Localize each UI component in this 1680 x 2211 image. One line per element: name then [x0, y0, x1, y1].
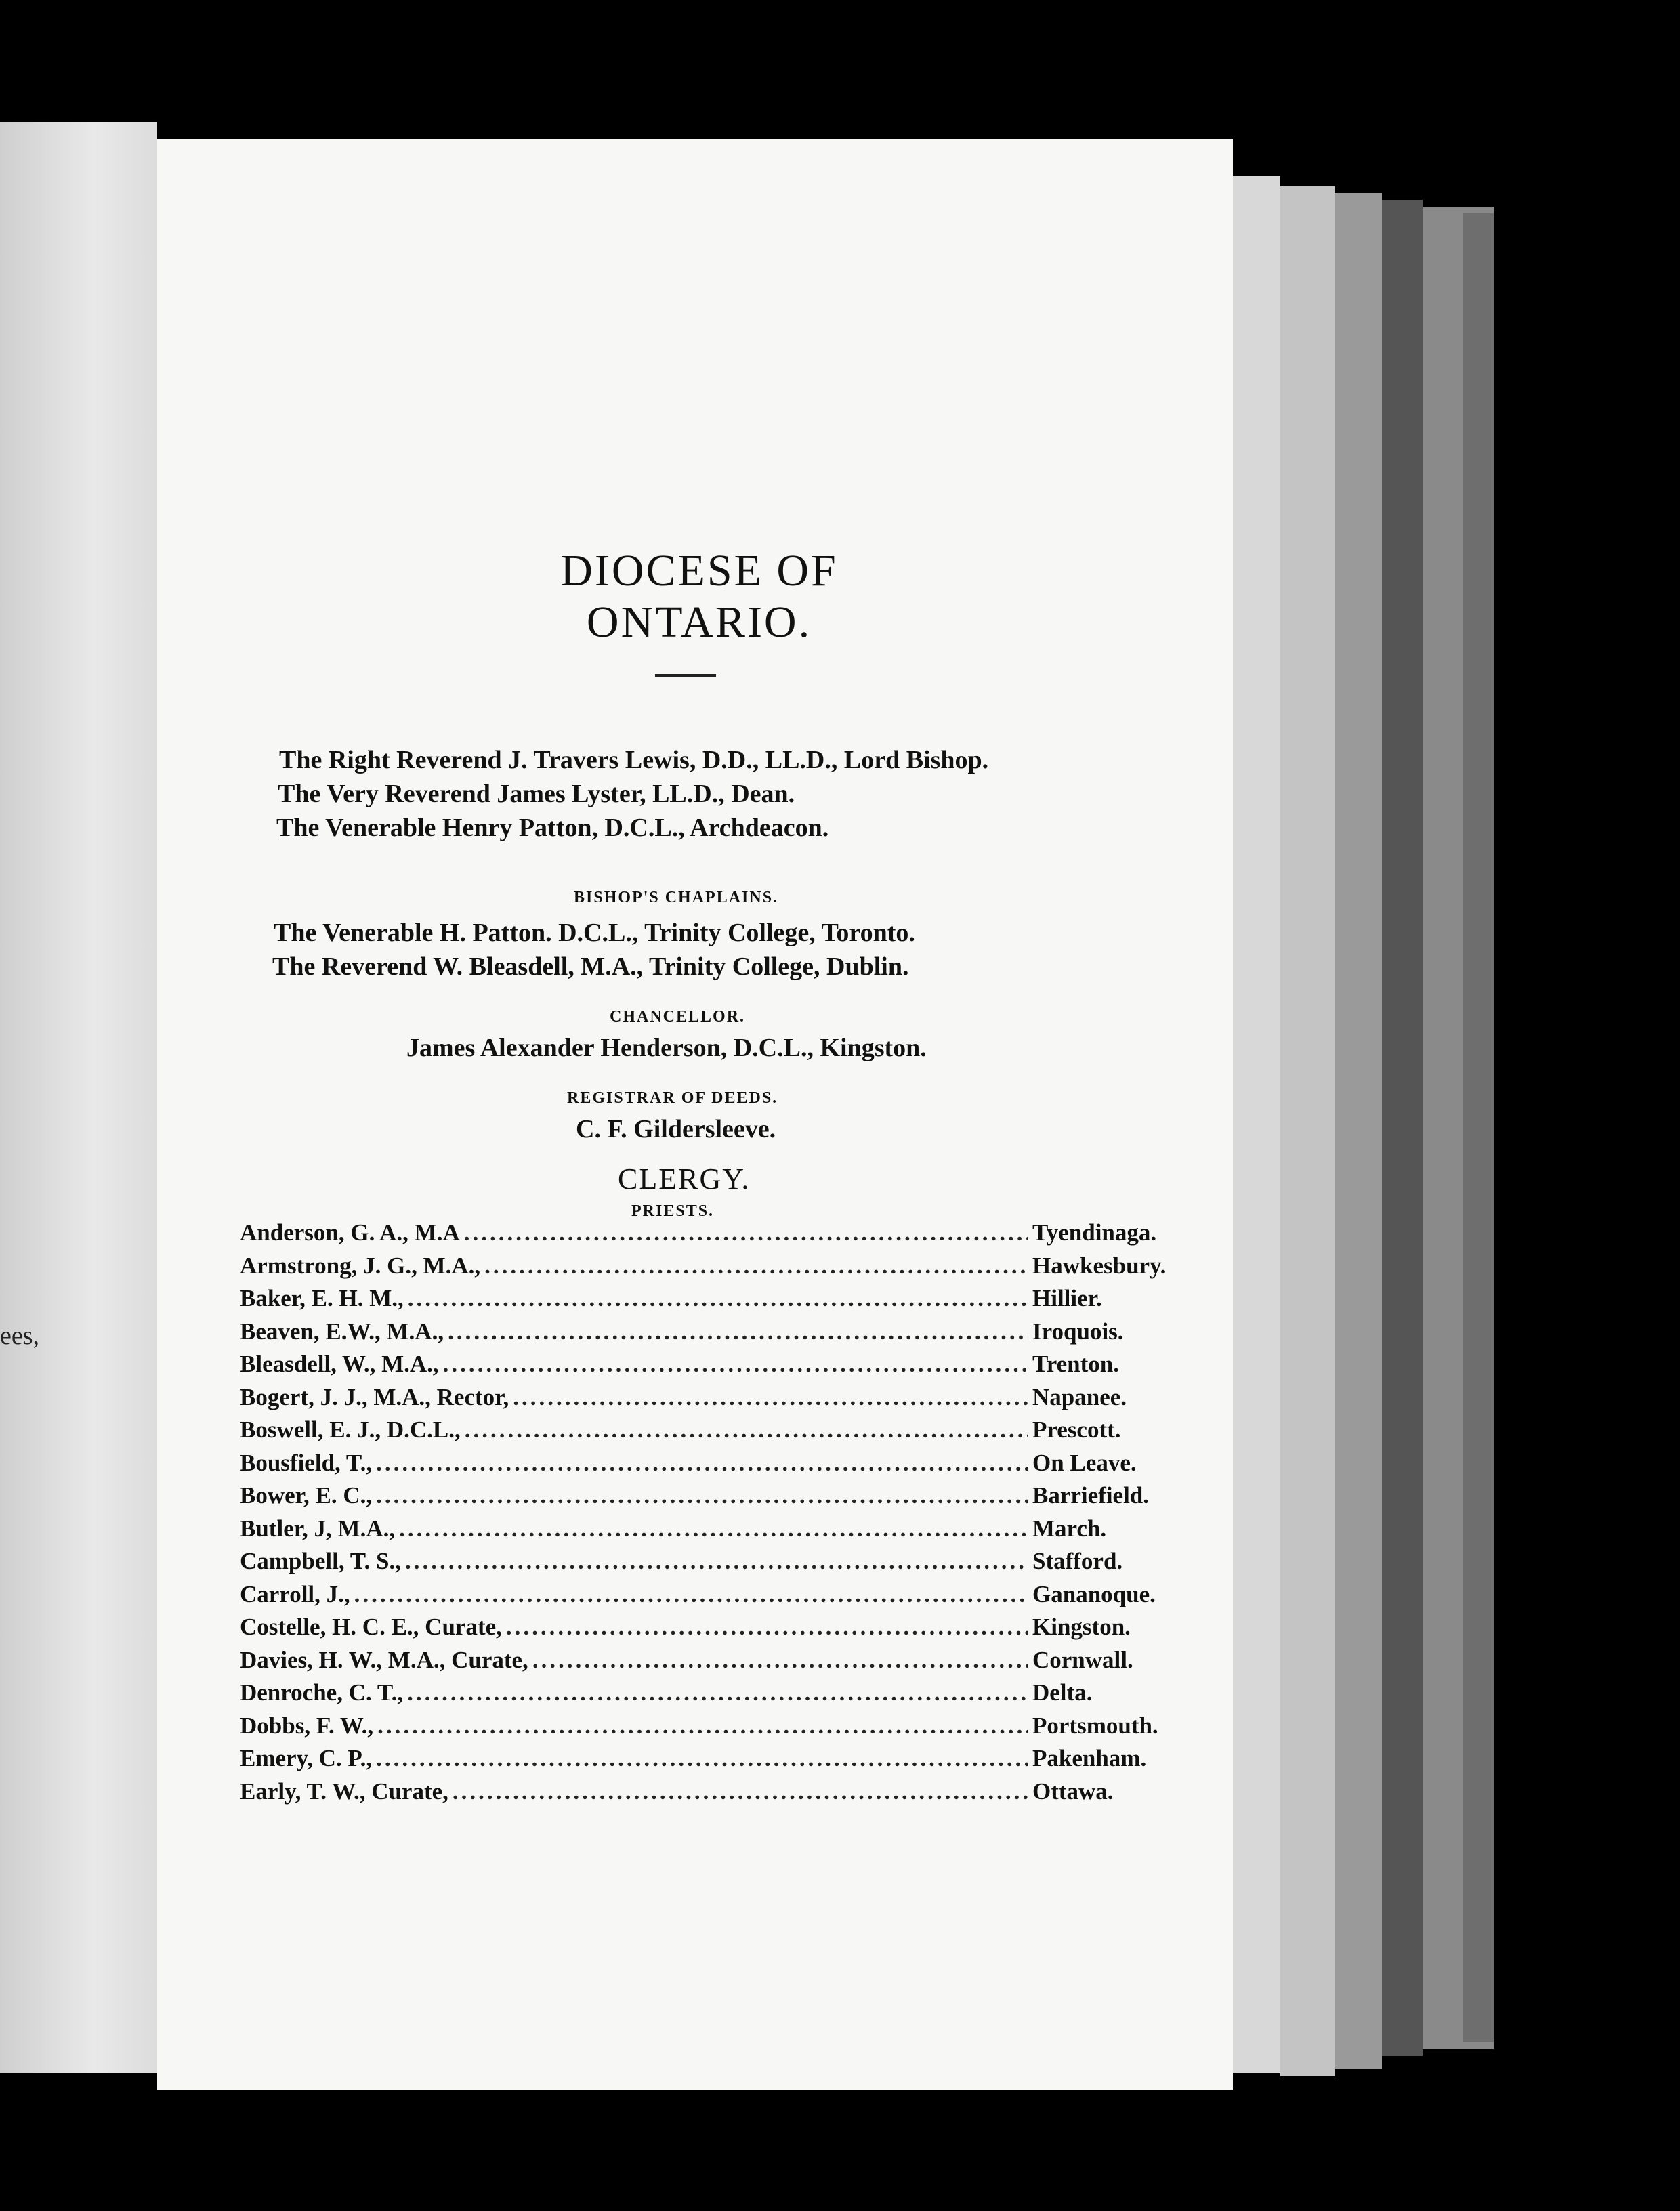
chancellor-name: James Alexander Henderson, D.C.L., Kingston.	[406, 1034, 927, 1062]
facing-page-fragment	[0, 122, 157, 2073]
clergy-name: Campbell, T. S.,	[240, 1548, 401, 1574]
dot-leader	[376, 1450, 1028, 1477]
officer-bishop: The Right Reverend J. Travers Lewis, D.D., LL.D., Lord Bishop.	[279, 746, 989, 774]
page-title: DIOCESE OF ONTARIO.	[560, 546, 838, 647]
list-item	[240, 1778, 1188, 1811]
clergy-place: Cornwall.	[1032, 1646, 1133, 1673]
chaplain-line: The Reverend W. Bleasdell, M.A., Trinity College, Dublin.	[272, 952, 909, 981]
list-item	[240, 1384, 1188, 1417]
registrar-heading: REGISTRAR OF DEEDS.	[567, 1089, 778, 1107]
facing-page-text: ees,	[0, 1322, 40, 1350]
list-item	[240, 1614, 1188, 1647]
clergy-name: Carroll, J.,	[240, 1580, 350, 1607]
officer-archdeacon: The Venerable Henry Patton, D.C.L., Archdeacon.	[276, 814, 829, 842]
clergy-place: Barriefield.	[1032, 1482, 1150, 1509]
page-edge	[1463, 213, 1494, 2042]
book-page	[157, 139, 1233, 2090]
dot-leader	[376, 1482, 1028, 1509]
clergy-name: Baker, E. H. M.,	[240, 1285, 404, 1311]
dot-leader	[513, 1384, 1028, 1411]
clergy-place: March.	[1032, 1515, 1107, 1542]
dot-leader	[506, 1614, 1028, 1641]
chaplains-heading: BISHOP'S CHAPLAINS.	[574, 889, 779, 906]
clergy-name: Emery, C. P.,	[240, 1745, 373, 1771]
list-item	[240, 1482, 1188, 1515]
list-item	[240, 1219, 1188, 1252]
title-rule	[655, 674, 716, 677]
list-item	[240, 1450, 1188, 1483]
clergy-list	[240, 1219, 1188, 1811]
clergy-name: Beaven, E.W., M.A.,	[240, 1318, 444, 1345]
page-edge	[1233, 176, 1280, 2073]
clergy-name: Dobbs, F. W.,	[240, 1712, 374, 1739]
dot-leader	[448, 1318, 1028, 1345]
page-edge	[1280, 186, 1335, 2076]
dot-leader	[405, 1548, 1028, 1575]
page-edge	[1382, 200, 1423, 2056]
clergy-place: Kingston.	[1032, 1614, 1131, 1640]
dot-leader	[408, 1285, 1028, 1312]
clergy-name: Bleasdell, W., M.A.,	[240, 1351, 439, 1377]
list-item	[240, 1351, 1188, 1384]
list-item	[240, 1416, 1188, 1450]
dot-leader	[377, 1712, 1028, 1740]
list-item	[240, 1252, 1188, 1286]
dot-leader	[465, 1416, 1028, 1444]
clergy-place: Prescott.	[1032, 1416, 1121, 1443]
dot-leader	[399, 1515, 1028, 1542]
dot-leader	[464, 1219, 1028, 1246]
clergy-heading: CLERGY.	[618, 1162, 751, 1196]
clergy-place: Pakenham.	[1032, 1745, 1147, 1771]
clergy-place: Stafford.	[1032, 1548, 1123, 1574]
list-item	[240, 1647, 1188, 1680]
clergy-place: Gananoque.	[1032, 1580, 1156, 1607]
clergy-place: Hawkesbury.	[1032, 1252, 1167, 1279]
clergy-name: Bogert, J. J., M.A., Rector,	[240, 1383, 509, 1410]
priests-heading: PRIESTS.	[631, 1202, 715, 1220]
clergy-name: Bower, E. C.,	[240, 1482, 373, 1509]
registrar-name: C. F. Gildersleeve.	[576, 1115, 776, 1143]
clergy-name: Anderson, G. A., M.A	[240, 1219, 460, 1246]
clergy-place: Tyendinaga.	[1032, 1219, 1157, 1246]
clergy-name: Armstrong, J. G., M.A.,	[240, 1252, 481, 1279]
dot-leader	[376, 1745, 1028, 1772]
officer-dean: The Very Reverend James Lyster, LL.D., Dean.	[278, 780, 795, 808]
clergy-place: On Leave.	[1032, 1449, 1137, 1476]
chancellor-heading: CHANCELLOR.	[610, 1008, 746, 1026]
clergy-place: Iroquois.	[1032, 1318, 1124, 1345]
clergy-name: Costelle, H. C. E., Curate,	[240, 1614, 502, 1640]
clergy-place: Portsmouth.	[1032, 1712, 1158, 1739]
list-item	[240, 1712, 1188, 1746]
clergy-name: Bousfield, T.,	[240, 1449, 373, 1476]
list-item	[240, 1745, 1188, 1778]
clergy-name: Denroche, C. T.,	[240, 1679, 404, 1706]
clergy-place: Trenton.	[1032, 1351, 1120, 1377]
clergy-place: Ottawa.	[1032, 1777, 1114, 1805]
dot-leader	[484, 1252, 1028, 1280]
clergy-name: Early, T. W., Curate,	[240, 1777, 448, 1805]
clergy-place: Hillier.	[1032, 1285, 1102, 1311]
list-item	[240, 1318, 1188, 1351]
dot-leader	[532, 1647, 1028, 1674]
dot-leader	[453, 1778, 1028, 1805]
dot-leader	[443, 1351, 1028, 1378]
dot-leader	[407, 1679, 1028, 1706]
list-item	[240, 1548, 1188, 1581]
clergy-name: Boswell, E. J., D.C.L.,	[240, 1416, 461, 1443]
clergy-name: Davies, H. W., M.A., Curate,	[240, 1646, 528, 1673]
dot-leader	[354, 1581, 1028, 1608]
page-edge	[1335, 193, 1382, 2069]
list-item	[240, 1285, 1188, 1318]
list-item	[240, 1679, 1188, 1712]
list-item	[240, 1581, 1188, 1614]
clergy-place: Delta.	[1032, 1679, 1093, 1706]
clergy-place: Napanee.	[1032, 1383, 1127, 1410]
clergy-name: Butler, J, M.A.,	[240, 1515, 396, 1542]
chaplain-line: The Venerable H. Patton. D.C.L., Trinity College, Toronto.	[274, 919, 915, 947]
list-item	[240, 1515, 1188, 1549]
